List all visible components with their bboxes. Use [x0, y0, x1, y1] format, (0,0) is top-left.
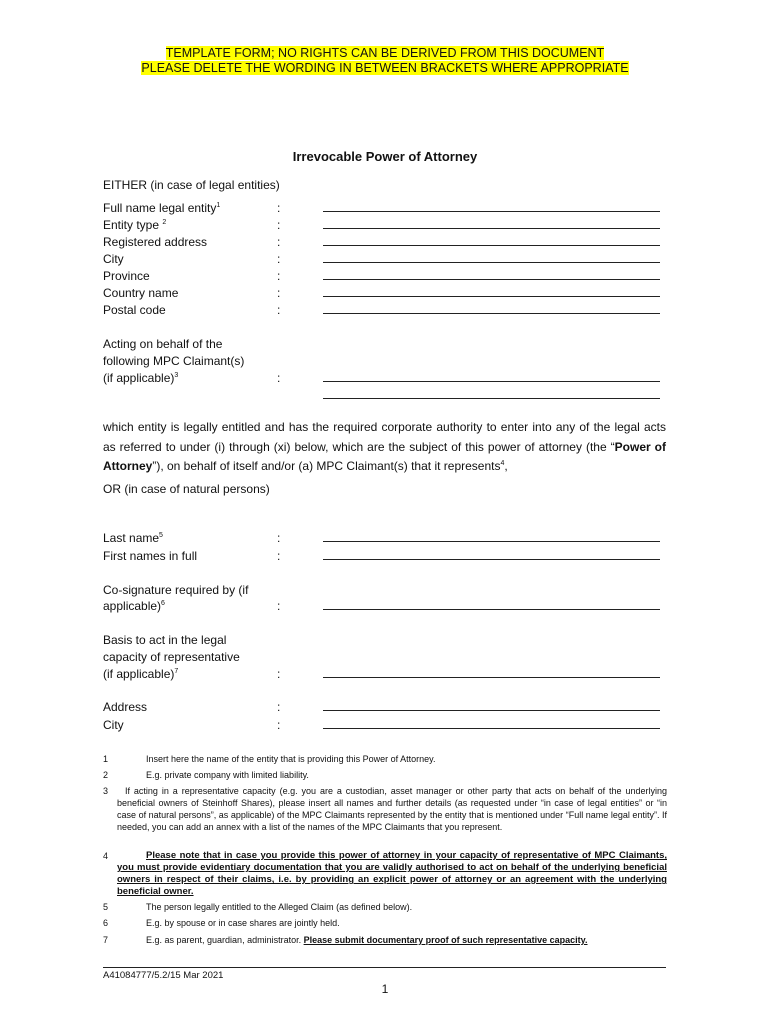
- field-blank-registered-address[interactable]: [323, 245, 660, 246]
- field-colon: :: [277, 599, 281, 613]
- field-label-basis-line-2: capacity of representative: [103, 650, 240, 664]
- field-label-last-name: Last name$^5$: [103, 531, 163, 545]
- field-colon: :: [277, 531, 281, 545]
- field-label-postal-code: Postal code: [103, 303, 166, 317]
- field-label-full-name-legal-entity: Full name legal entity$^1$: [103, 201, 221, 215]
- field-blank-full-name-legal-entity[interactable]: [323, 211, 660, 212]
- field-colon: :: [277, 252, 281, 266]
- acting-label-line-2: following MPC Claimant(s): [103, 354, 245, 368]
- field-blank-cosignature[interactable]: [323, 609, 660, 610]
- field-label-province: Province: [103, 269, 150, 283]
- field-label-address: Address: [103, 700, 148, 714]
- field-blank-last-name[interactable]: [323, 541, 660, 542]
- footnote: 4 Please note that in case you provide this power of attorney in your capacity of representative of MPC Claimants, you must provide evidentiary documentation that you are validly authorised to act on behalf of the underlying beneficial owners in respect of their claims, i.e. by providing an explicit power of attorney or an agreement with the underlying beneficial owner.: [103, 850, 667, 897]
- field-blank-first-names[interactable]: [323, 559, 660, 560]
- field-colon: :: [277, 269, 281, 283]
- template-notice-line-2: PLEASE DELETE THE WORDING IN BETWEEN BRACKETS WHERE APPROPRIATE: [141, 61, 629, 75]
- field-blank-mpc-claimants-2[interactable]: [323, 398, 660, 399]
- power-of-attorney-term: Power of Attorney: [103, 439, 666, 473]
- field-blank-entity-type[interactable]: [323, 228, 660, 229]
- document-reference: A41084777/5.2/15 Mar 2021: [103, 970, 224, 981]
- field-colon: :: [277, 718, 281, 732]
- footnote: 1 Insert here the name of the entity that is providing this Power of Attorney.: [103, 754, 436, 764]
- field-blank-person-city[interactable]: [323, 728, 660, 729]
- field-colon: :: [277, 549, 281, 563]
- field-colon: :: [277, 201, 281, 215]
- field-colon: :: [277, 286, 281, 300]
- field-label-basis-line-1: Basis to act in the legal: [103, 633, 227, 647]
- page-number: 1: [381, 982, 389, 996]
- field-label-person-city: City: [103, 718, 124, 732]
- footnote: 2 E.g. private company with limited liability.: [103, 770, 309, 780]
- field-blank-postal-code[interactable]: [323, 313, 660, 314]
- field-colon: :: [277, 700, 281, 714]
- field-colon: :: [277, 667, 281, 681]
- footer-rule: [103, 967, 666, 968]
- field-label-first-names: First names in full: [103, 549, 198, 563]
- footnote: 6 E.g. by spouse or in case shares are jointly held.: [103, 918, 340, 928]
- field-colon: :: [277, 218, 281, 232]
- acting-label-line-1: Acting on behalf of the: [103, 337, 223, 351]
- field-blank-country-name[interactable]: [323, 296, 660, 297]
- footnote: 5 The person legally entitled to the Alleged Claim (as defined below).: [103, 902, 413, 912]
- document-title: Irrevocable Power of Attorney: [292, 149, 478, 164]
- footnote: 3 If acting in a representative capacity (e.g. you are a custodian, asset manager or other party that acts on behalf of the underlying beneficial owners of Steinhoff Shares), please insert all names and further details (as requested under “in case of legal entities” or “in case of natural persons”, as applicable) of the MPC Claimants represented by the entity that is mentioned under “Full name legal entity”. If needed, you can add an annex with a list of the names of the MPC Claimants that you represent.: [103, 786, 667, 832]
- field-colon: :: [277, 235, 281, 249]
- field-blank-city[interactable]: [323, 262, 660, 263]
- acting-label-line-3: (if applicable)$^3$: [103, 371, 179, 385]
- field-blank-province[interactable]: [323, 279, 660, 280]
- field-label-city: City: [103, 252, 124, 266]
- footnote: 7 E.g. as parent, guardian, administrator. Please submit documentary proof of such representative capacity.: [103, 935, 588, 945]
- template-notice-line-1: TEMPLATE FORM; NO RIGHTS CAN BE DERIVED FROM THIS DOCUMENT: [165, 46, 605, 60]
- field-blank-mpc-claimants-1[interactable]: [323, 381, 660, 382]
- field-blank-address[interactable]: [323, 710, 660, 711]
- field-label-entity-type: Entity type $^2$: [103, 218, 167, 232]
- field-label-country-name: Country name: [103, 286, 179, 300]
- field-colon: :: [277, 371, 281, 385]
- field-blank-basis[interactable]: [323, 677, 660, 678]
- or-heading: OR (in case of natural persons): [103, 482, 270, 496]
- field-label-basis-line-3: (if applicable)$^7$: [103, 667, 179, 681]
- field-label-cosignature-line-2: applicable)$^6$: [103, 599, 165, 613]
- either-heading: EITHER (in case of legal entities): [103, 178, 280, 192]
- field-colon: :: [277, 303, 281, 317]
- authority-paragraph: which entity is legally entitled and has the required corporate authority to enter into any of the legal acts as referred to under (i) through (xi) below, which are the subject of this power of attorney (the “Power of Attorney”), on behalf of itself and/or (a) MPC Claimant(s) that it represents$^4$,: [103, 420, 666, 473]
- field-label-cosignature-line-1: Co-signature required by (if: [103, 583, 249, 597]
- documentary-proof-note: Please submit documentary proof of such representative capacity.: [303, 935, 588, 945]
- field-label-registered-address: Registered address: [103, 235, 208, 249]
